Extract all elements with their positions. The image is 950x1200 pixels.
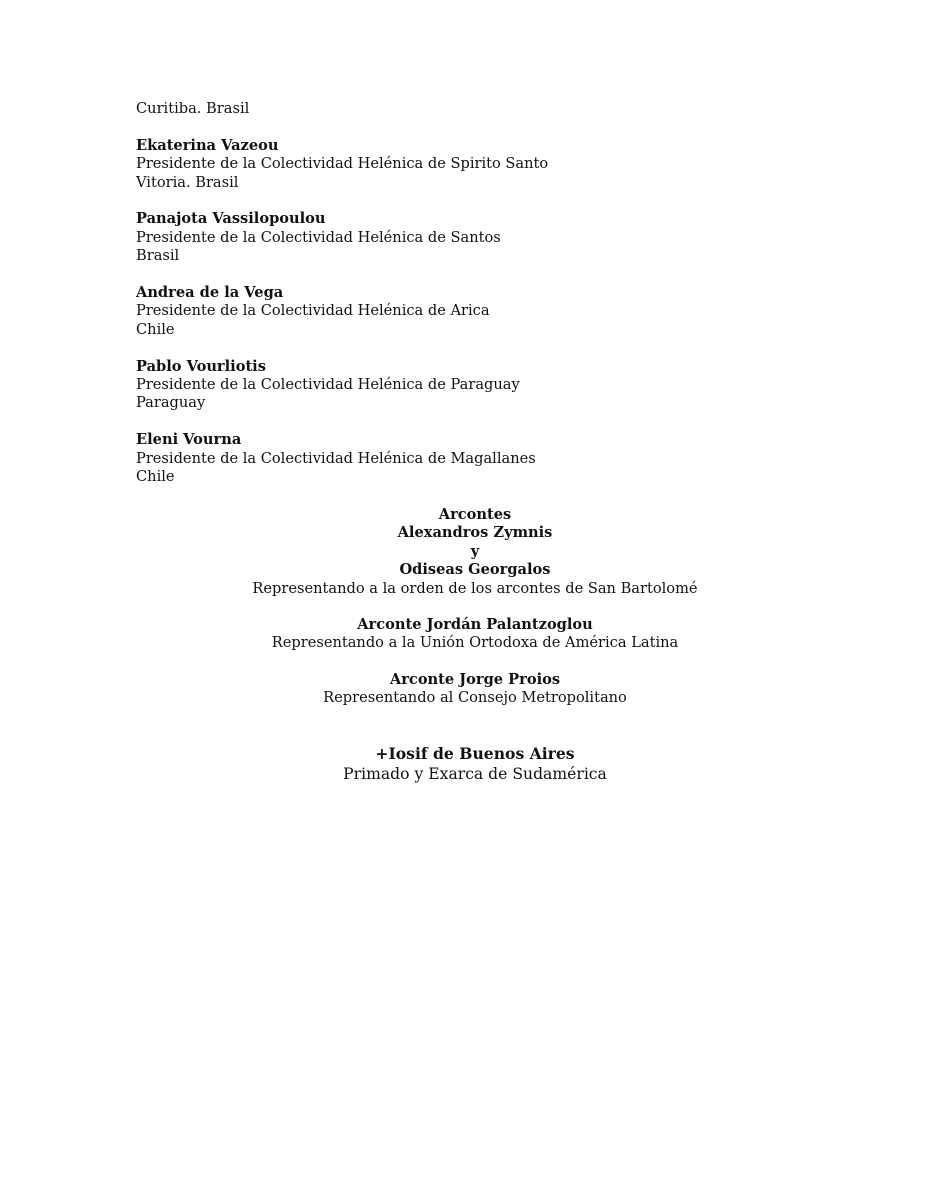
signatories-list [136,100,836,486]
signatory-place: Brasil [136,247,180,265]
signatory-role: Presidente de la Colectividad Helénica de Magallanes [136,449,536,467]
signature-title: Primado y Exarca de Sudamérica [343,765,607,783]
arcontes-role: Representando a la orden de los arcontes de San Bartolomé [252,579,698,597]
signatory-place: Vitoria. Brasil [136,173,239,191]
signatory-role: Presidente de la Colectividad Helénica de Paraguay [136,376,520,394]
signatory-role: Presidente de la Colectividad Helénica de Santos [136,228,501,246]
arconte-name: Odiseas Georgalos [399,561,551,579]
arcontes-conjunction: y [470,542,480,560]
signatory-place: Chile [136,320,175,338]
signatory-name: Eleni Vourna [136,431,242,449]
arcontes-block [0,506,950,598]
signatory-place: Chile [136,468,175,486]
signatory-name: Ekaterina Vazeou [136,136,279,154]
signature-name: +Iosif de Buenos Aires [375,744,575,763]
intro-location: Curitiba. Brasil [136,100,250,117]
signatory-role: Presidente de la Colectividad Helénica de Arica [136,302,490,320]
signatory-entry [136,358,836,413]
signatory-role: Presidente de la Colectividad Helénica de Spirito Santo [136,155,549,173]
signatory-entry [136,284,836,339]
arconte-role: Representando al Consejo Metropolitano [323,689,627,707]
signatory-entry [136,431,836,486]
signatory-entry [136,137,836,192]
arconte-name: Arconte Jordán Palantzoglou [357,616,593,633]
signatory-name: Andrea de la Vega [136,284,284,302]
palantzoglou-block [0,616,950,653]
signatory-name: Pablo Vourliotis [136,357,266,375]
signature-block [0,744,950,784]
arconte-name: Alexandros Zymnis [397,524,553,542]
arcontes-heading: Arcontes [438,506,512,523]
arconte-name: Arconte Jorge Proios [389,671,561,688]
signatory-entry [136,210,836,265]
signatory-name: Panajota Vassilopoulou [136,210,326,228]
proios-block [0,671,950,708]
signatory-place: Paraguay [136,394,206,412]
arconte-role: Representando a la Unión Ortodoxa de América Latina [271,634,679,652]
